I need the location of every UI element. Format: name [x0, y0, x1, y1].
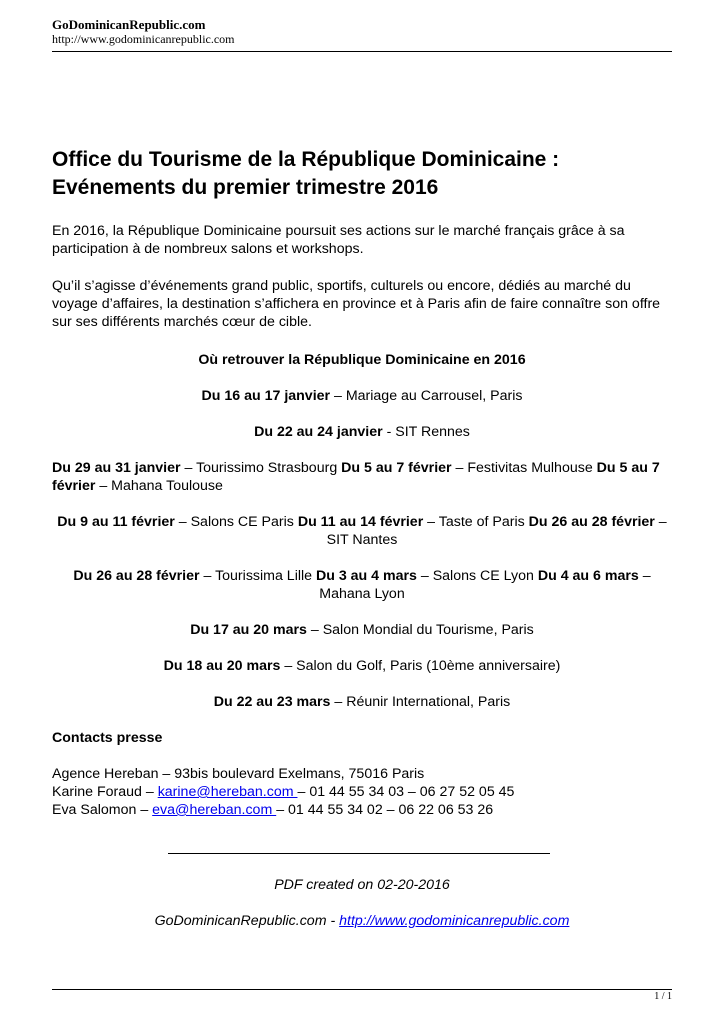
- event-date: Du 22 au 24 janvier: [254, 424, 383, 440]
- event-date: Du 16 au 17 janvier: [201, 388, 331, 404]
- event-desc: – Mahana Toulouse: [95, 478, 223, 494]
- contact-name: Eva Salomon –: [52, 802, 153, 818]
- event-date: Du 5 au 7 février: [52, 460, 660, 494]
- site-header: [52, 17, 672, 46]
- page-title: [52, 146, 672, 202]
- event-date: Du 3 au 4 mars: [315, 568, 417, 584]
- event-date: Du 11 au 14 février: [297, 514, 424, 530]
- event-desc: – Salon Mondial du Tourisme, Paris: [306, 622, 534, 638]
- site-url: http://www.godominicanrepublic.com: [52, 32, 235, 46]
- contact-agency: Agence Hereban – 93bis boulevard Exelmans, 75016 Paris: [52, 766, 425, 782]
- event-date: Du 22 au 23 mars: [213, 694, 331, 710]
- event-line: [52, 567, 672, 603]
- event-date: Du 29 au 31 janvier: [52, 460, 181, 476]
- title-line-2: Evénements du premier trimestre 2016: [52, 176, 439, 199]
- event-desc: – Mahana Lyon: [319, 568, 651, 602]
- event-date: Du 5 au 7 février: [341, 460, 452, 476]
- event-desc: – Salons CE Lyon: [416, 568, 538, 584]
- site-name: GoDominicanRepublic.com: [52, 17, 206, 32]
- event-desc: – Tourissimo Strasbourg: [180, 460, 342, 476]
- contact-name: Karine Foraud –: [52, 784, 158, 800]
- event-line: [52, 423, 672, 441]
- contact-email-link[interactable]: karine@hereban.com: [157, 784, 298, 800]
- header-divider: [52, 51, 672, 52]
- contact-line: [52, 783, 672, 801]
- contact-phones: – 01 44 55 34 02 – 06 22 06 53 26: [276, 802, 494, 818]
- event-date: Du 18 au 20 mars: [163, 658, 281, 674]
- event-date: Du 4 au 6 mars: [537, 568, 639, 584]
- event-date: Du 26 au 28 février: [528, 514, 655, 530]
- footer-site-link[interactable]: http://www.godominicanrepublic.com: [339, 913, 570, 929]
- event-line: [52, 693, 672, 711]
- contacts-block: [52, 765, 672, 819]
- title-line-1: Office du Tourisme de la République Dominicaine :: [52, 148, 560, 171]
- event-date: Du 17 au 20 mars: [190, 622, 307, 638]
- footer-site-name: GoDominicanRepublic.com -: [154, 913, 340, 929]
- events-heading: Où retrouver la République Dominicaine en 2016: [198, 352, 526, 368]
- event-desc: – Réunir International, Paris: [330, 694, 511, 710]
- event-date: Du 26 au 28 février: [73, 568, 200, 584]
- event-desc: – Salon du Golf, Paris (10ème anniversaire): [280, 658, 561, 674]
- event-desc: – Salons CE Paris: [174, 514, 298, 530]
- pdf-created-note: PDF created on 02-20-2016: [274, 877, 450, 893]
- footer-site: [52, 912, 672, 930]
- contact-email-link[interactable]: eva@hereban.com: [152, 802, 277, 818]
- event-desc: – Taste of Paris: [423, 514, 529, 530]
- article: [52, 146, 672, 819]
- footer-separator: [168, 853, 550, 854]
- contacts-heading: Contacts presse: [52, 730, 163, 746]
- contact-line: [52, 801, 672, 819]
- event-line: [52, 621, 672, 639]
- event-line: [52, 459, 672, 495]
- intro-paragraph: En 2016, la République Dominicaine poursuit ses actions sur le marché français grâce à sa participation à de nombreux salons et workshops.: [52, 223, 625, 257]
- body-paragraph: Qu’il s’agisse d’événements grand public, sportifs, culturels ou encore, dédiés au marché du voyage d’affaires, la destination s’affichera en province et à Paris afin de faire connaître son offre sur ses différents marchés cœur de cible.: [52, 278, 661, 330]
- footer-divider: [52, 989, 672, 990]
- event-line: [52, 657, 672, 675]
- event-desc: - SIT Rennes: [382, 424, 470, 440]
- event-line: [52, 513, 672, 549]
- contact-phones: – 01 44 55 34 03 – 06 27 52 05 45: [297, 784, 515, 800]
- event-line: [52, 387, 672, 405]
- page-number: 1 / 1: [654, 991, 672, 1002]
- event-date: Du 9 au 11 février: [57, 514, 175, 530]
- event-desc: – Mariage au Carrousel, Paris: [330, 388, 523, 404]
- event-desc: – Festivitas Mulhouse: [451, 460, 597, 476]
- event-desc: – SIT Nantes: [326, 514, 667, 548]
- event-desc: – Tourissima Lille: [199, 568, 316, 584]
